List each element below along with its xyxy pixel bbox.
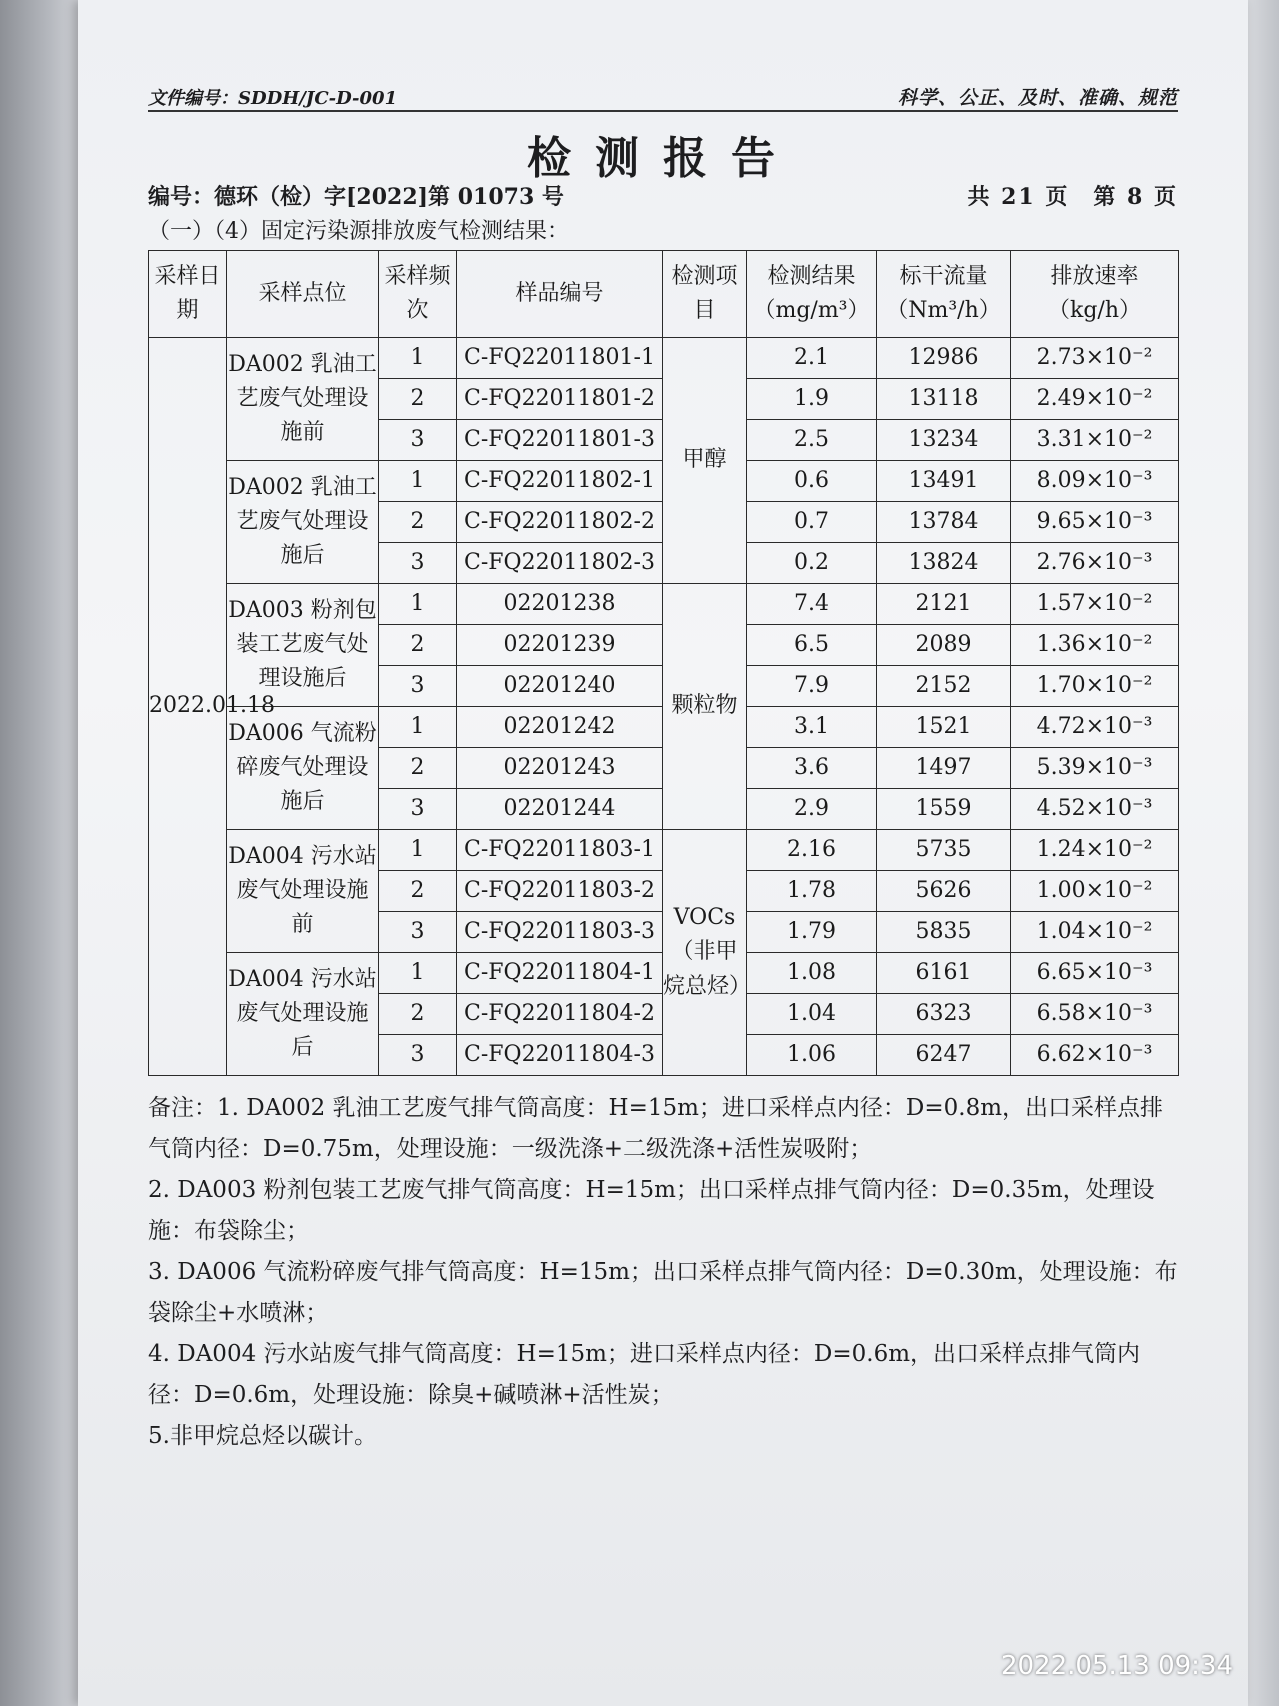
flow-cell: 5735 [877, 830, 1011, 871]
table-header-row [149, 251, 1179, 338]
sample-id-cell: C-FQ22011803-1 [457, 830, 663, 871]
flow-cell: 13824 [877, 543, 1011, 584]
rate-cell: 8.09×10⁻³ [1011, 461, 1179, 502]
result-cell: 2.16 [747, 830, 877, 871]
result-cell: 2.1 [747, 338, 877, 379]
flow-cell: 13491 [877, 461, 1011, 502]
note-2: 2. DA003 粉剂包装工艺废气排气筒高度：H=15m；出口采样点排气筒内径：D=0.35m，处理设施：布袋除尘； [148, 1177, 1155, 1244]
report-number: 编号：德环（检）字[2022]第 01073 号 [148, 184, 564, 210]
sample-id-cell: C-FQ22011801-1 [457, 338, 663, 379]
result-cell: 1.08 [747, 953, 877, 994]
sample-id-cell: C-FQ22011804-1 [457, 953, 663, 994]
frequency-cell: 1 [379, 707, 457, 748]
sample-id-cell: C-FQ22011802-2 [457, 502, 663, 543]
test-item: VOCs（非甲烷总烃） [663, 830, 747, 1076]
flow-cell: 1521 [877, 707, 1011, 748]
flow-cell: 5626 [877, 871, 1011, 912]
result-cell: 7.4 [747, 584, 877, 625]
note-1: 备注：1. DA002 乳油工艺废气排气筒高度：H=15m；进口采样点内径：D=0.8m，出口采样点排气筒内径：D=0.75m，处理设施：一级洗涤+二级洗涤+活性炭吸附； [148, 1095, 1164, 1162]
frequency-cell: 3 [379, 543, 457, 584]
result-cell: 0.6 [747, 461, 877, 502]
rate-cell: 1.00×10⁻² [1011, 871, 1179, 912]
rate-cell: 1.70×10⁻² [1011, 666, 1179, 707]
frequency-cell: 1 [379, 461, 457, 502]
rate-cell: 1.36×10⁻² [1011, 625, 1179, 666]
flow-cell: 13234 [877, 420, 1011, 461]
result-cell: 0.7 [747, 502, 877, 543]
frequency-cell: 3 [379, 789, 457, 830]
result-cell: 1.06 [747, 1035, 877, 1076]
test-item: 甲醇 [663, 338, 747, 584]
sample-id-cell: 02201239 [457, 625, 663, 666]
table-row [149, 830, 1179, 871]
flow-cell: 6247 [877, 1035, 1011, 1076]
col-header-item: 检测项目 [663, 251, 747, 338]
col-header-flow: 标干流量（Nm³/h） [877, 251, 1011, 338]
rate-cell: 1.04×10⁻² [1011, 912, 1179, 953]
sampling-location: DA002 乳油工艺废气处理设施前 [227, 338, 379, 461]
sample-id-cell: 02201240 [457, 666, 663, 707]
report-page [78, 0, 1248, 1706]
note-4: 4. DA004 污水站废气排气筒高度：H=15m；进口采样点内径：D=0.6m，出口采样点排气筒内径：D=0.6m，处理设施：除臭+碱喷淋+活性炭； [148, 1341, 1141, 1408]
col-header-frequency: 采样频次 [379, 251, 457, 338]
sample-id-cell: 02201242 [457, 707, 663, 748]
sample-id-cell: 02201243 [457, 748, 663, 789]
flow-cell: 13784 [877, 502, 1011, 543]
table-row [149, 338, 1179, 379]
rate-cell: 6.62×10⁻³ [1011, 1035, 1179, 1076]
result-cell: 2.5 [747, 420, 877, 461]
sampling-location: DA003 粉剂包装工艺废气处理设施后 [227, 584, 379, 707]
result-cell: 7.9 [747, 666, 877, 707]
page-content [148, 70, 1178, 1457]
flow-cell: 13118 [877, 379, 1011, 420]
rate-cell: 9.65×10⁻³ [1011, 502, 1179, 543]
frequency-cell: 3 [379, 420, 457, 461]
note-3: 3. DA006 气流粉碎废气排气筒高度：H=15m；出口采样点排气筒内径：D=0.30m，处理设施：布袋除尘+水喷淋； [148, 1259, 1178, 1326]
report-title: 检测报告 [527, 133, 799, 184]
sampling-location: DA004 污水站废气处理设施前 [227, 830, 379, 953]
rate-cell: 2.76×10⁻³ [1011, 543, 1179, 584]
meta-row [148, 180, 1178, 214]
rate-cell: 2.73×10⁻² [1011, 338, 1179, 379]
result-cell: 1.04 [747, 994, 877, 1035]
flow-cell: 2089 [877, 625, 1011, 666]
sample-id-cell: C-FQ22011802-3 [457, 543, 663, 584]
flow-cell: 6323 [877, 994, 1011, 1035]
sampling-location: DA006 气流粉碎废气处理设施后 [227, 707, 379, 830]
frequency-cell: 1 [379, 584, 457, 625]
frequency-cell: 2 [379, 379, 457, 420]
col-header-rate: 排放速率（kg/h） [1011, 251, 1179, 338]
flow-cell: 5835 [877, 912, 1011, 953]
frequency-cell: 3 [379, 912, 457, 953]
rate-cell: 4.72×10⁻³ [1011, 707, 1179, 748]
result-cell: 3.1 [747, 707, 877, 748]
rate-cell: 5.39×10⁻³ [1011, 748, 1179, 789]
col-header-sample-id: 样品编号 [457, 251, 663, 338]
sample-id-cell: 02201244 [457, 789, 663, 830]
rate-cell: 2.49×10⁻² [1011, 379, 1179, 420]
frequency-cell: 2 [379, 871, 457, 912]
frequency-cell: 3 [379, 666, 457, 707]
sampling-location: DA004 污水站废气处理设施后 [227, 953, 379, 1076]
note-5: 5.非甲烷总烃以碳计。 [148, 1423, 377, 1449]
section-title: （一）（4）固定污染源排放废气检测结果： [148, 219, 569, 244]
rate-cell: 4.52×10⁻³ [1011, 789, 1179, 830]
rate-cell: 1.24×10⁻² [1011, 830, 1179, 871]
result-cell: 3.6 [747, 748, 877, 789]
sample-id-cell: C-FQ22011804-2 [457, 994, 663, 1035]
sample-id-cell: C-FQ22011803-2 [457, 871, 663, 912]
flow-cell: 2152 [877, 666, 1011, 707]
notes [148, 1088, 1178, 1457]
frequency-cell: 2 [379, 748, 457, 789]
sample-id-cell: 02201238 [457, 584, 663, 625]
flow-cell: 1559 [877, 789, 1011, 830]
next-page-edge [1248, 0, 1279, 1706]
sample-id-cell: C-FQ22011801-2 [457, 379, 663, 420]
col-header-date: 采样日期 [149, 251, 227, 338]
doc-number: 文件编号：SDDH/JC-D-001 [148, 88, 398, 109]
sample-id-cell: C-FQ22011803-3 [457, 912, 663, 953]
sample-id-cell: C-FQ22011804-3 [457, 1035, 663, 1076]
page-info: 共 21 页 第 8 页 [967, 184, 1178, 210]
results-table [148, 250, 1179, 1076]
flow-cell: 6161 [877, 953, 1011, 994]
col-header-result: 检测结果（mg/m³） [747, 251, 877, 338]
sample-id-cell: C-FQ22011802-1 [457, 461, 663, 502]
page-header [148, 70, 1178, 112]
frequency-cell: 1 [379, 953, 457, 994]
flow-cell: 2121 [877, 584, 1011, 625]
frequency-cell: 3 [379, 1035, 457, 1076]
frequency-cell: 1 [379, 830, 457, 871]
rate-cell: 6.58×10⁻³ [1011, 994, 1179, 1035]
rate-cell: 1.57×10⁻² [1011, 584, 1179, 625]
frequency-cell: 2 [379, 625, 457, 666]
result-cell: 6.5 [747, 625, 877, 666]
photo-timestamp: 2022.05.13 09:34 [1000, 1651, 1233, 1681]
frequency-cell: 2 [379, 994, 457, 1035]
result-cell: 1.78 [747, 871, 877, 912]
binder-edge [0, 0, 78, 1706]
result-cell: 1.9 [747, 379, 877, 420]
frequency-cell: 2 [379, 502, 457, 543]
motto: 科学、公正、及时、准确、规范 [897, 87, 1178, 109]
table-row [149, 584, 1179, 625]
sampling-location: DA002 乳油工艺废气处理设施后 [227, 461, 379, 584]
flow-cell: 12986 [877, 338, 1011, 379]
result-cell: 1.79 [747, 912, 877, 953]
col-header-location: 采样点位 [227, 251, 379, 338]
flow-cell: 1497 [877, 748, 1011, 789]
rate-cell: 6.65×10⁻³ [1011, 953, 1179, 994]
sample-id-cell: C-FQ22011801-3 [457, 420, 663, 461]
rate-cell: 3.31×10⁻² [1011, 420, 1179, 461]
frequency-cell: 1 [379, 338, 457, 379]
sampling-date: 2022.01.18 [149, 338, 227, 1076]
result-cell: 0.2 [747, 543, 877, 584]
test-item: 颗粒物 [663, 584, 747, 830]
result-cell: 2.9 [747, 789, 877, 830]
